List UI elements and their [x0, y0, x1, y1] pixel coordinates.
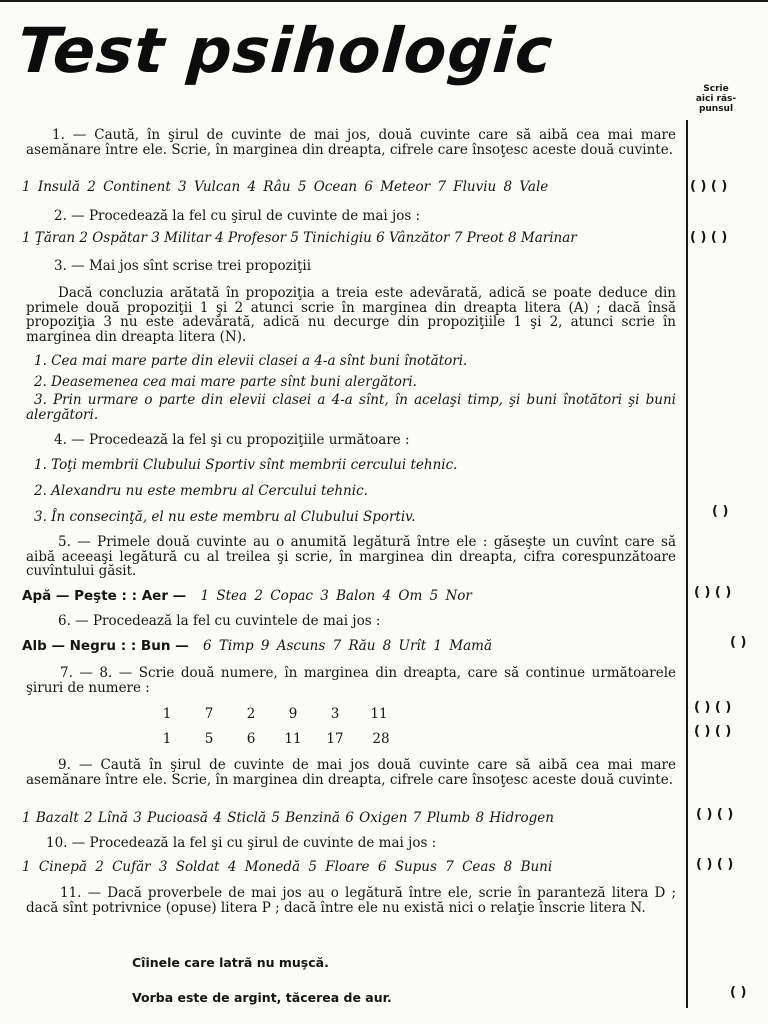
sequence-number: 5	[204, 731, 214, 747]
question-2-text: 2. — Procedează la fel cu şirul de cuvinte de mai jos :	[54, 208, 421, 224]
question-10-text: 10. — Procedează la fel şi cu şirul de cuvinte de mai jos :	[46, 835, 437, 851]
question-3-statement-2: 2. Deasemenea cea mai mare parte sînt buni alergători.	[34, 374, 417, 390]
proverb-1: Cîinele care latră nu muşcă.	[132, 955, 329, 970]
question-6-answer-slot[interactable]: ( )	[730, 635, 747, 650]
question-9-text: 9. — Caută în şirul de cuvinte de mai jos două cuvinte care să aibă cea mai mare asemănare între ele. Scrie, în marginea din dreapta, cifrele care însoţesc aceste două cuvinte.	[26, 757, 676, 788]
sequence-number: 11	[284, 731, 302, 747]
answer-column-header-line: Scrie	[703, 84, 729, 94]
question-1-text: 1. — Caută, în şirul de cuvinte de mai jos, două cuvinte care să aibă cea mai mare asemănare între ele. Scrie, în marginea din dreapta, cifrele care însoţesc aceste două cuvinte.	[26, 127, 676, 158]
proverb-2: Vorba este de argint, tăcerea de aur.	[132, 990, 392, 1005]
sequence-number: 11	[370, 706, 388, 722]
sequence-number: 9	[288, 706, 298, 722]
question-5-options: 1 Stea 2 Copac 3 Balon 4 Om 5 Nor	[200, 588, 472, 604]
top-border	[0, 0, 768, 2]
question-3-statement-1: 1. Cea mai mare parte din elevii clasei a 4-a sînt buni înotători.	[34, 353, 468, 369]
question-4-answer-slot[interactable]: ( )	[712, 504, 729, 519]
page-title: Test psihologic	[15, 14, 556, 87]
answer-column-header-line: punsul	[698, 104, 734, 114]
question-9-answer-slot[interactable]: ( ) ( )	[696, 807, 734, 822]
question-7-8-text: 7. — 8. — Scrie două numere, în marginea din dreapta, care să continue următoarele şiruri de numere :	[26, 665, 676, 696]
question-5-analogy: Apă — Peşte : : Aer —	[22, 588, 187, 604]
sequence-number: 1	[162, 706, 172, 722]
question-5-text: 5. — Primele două cuvinte au o anumită legătură între ele : găseşte un cuvînt care să aibă aceeaşi legătură cu al treilea şi scrie, în marginea din dreapta, cifra corespunzătoare cuvîntului găsit.	[26, 534, 676, 579]
sequence-number: 7	[204, 706, 214, 722]
question-10-word-list: 1 Cinepă 2 Cufăr 3 Soldat 4 Monedă 5 Floare 6 Supus 7 Ceas 8 Buni	[22, 859, 553, 875]
question-4-statement-2: 2. Alexandru nu este membru al Cercului tehnic.	[34, 483, 368, 499]
question-3-explanation: Dacă concluzia arătată în propoziţia a treia este adevărată, adică se poate deduce din primele două propoziţii 1 şi 2 atunci scrie în marginea din dreapta litera (A) ; dacă însă propoziţia 3 nu este adevărată, adică nu decurge din propoziţiile 1 şi 2, atunci scrie în marginea din dreapta litera (N).	[26, 285, 676, 345]
question-3-statement-3: 3. Prin urmare o parte din elevii clasei a 4-a sînt, în acelaşi timp, şi buni înotători şi buni alergători.	[26, 392, 676, 423]
question-6-line	[22, 639, 492, 654]
answer-column-divider	[686, 120, 688, 1008]
answer-column-header-line: aici răs-	[695, 94, 737, 104]
question-6-text: 6. — Procedează la fel cu cuvintele de mai jos :	[58, 613, 381, 629]
question-5-answer-slot[interactable]: ( ) ( )	[694, 585, 732, 600]
question-8-answer-slot[interactable]: ( ) ( )	[694, 724, 732, 739]
question-4-statement-3: 3. În consecinţă, el nu este membru al Clubului Sportiv.	[34, 509, 416, 525]
question-7-answer-slot[interactable]: ( ) ( )	[694, 700, 732, 715]
question-4-text: 4. — Procedează la fel şi cu propoziţiile următoare :	[54, 432, 410, 448]
sequence-number: 17	[326, 731, 344, 747]
question-5-line	[22, 589, 472, 604]
question-1-word-list: 1 Insulă 2 Continent 3 Vulcan 4 Râu 5 Ocean 6 Meteor 7 Fluviu 8 Vale	[22, 179, 549, 195]
question-11-answer-slot[interactable]: ( )	[730, 985, 747, 1000]
question-6-options: 6 Timp 9 Ascuns 7 Rău 8 Urît 1 Mamă	[202, 638, 493, 654]
question-4-statement-1: 1. Toţi membrii Clubului Sportiv sînt membrii cercului tehnic.	[34, 457, 458, 473]
question-3-text: 3. — Mai jos sînt scrise trei propoziţii	[54, 258, 312, 274]
question-10-answer-slot[interactable]: ( ) ( )	[696, 857, 734, 872]
question-6-analogy: Alb — Negru : : Bun —	[22, 638, 189, 654]
question-1-answer-slot[interactable]: ( ) ( )	[690, 179, 728, 194]
sequence-number: 28	[372, 731, 390, 747]
sequence-number: 6	[246, 731, 256, 747]
sequence-number: 2	[246, 706, 256, 722]
answer-column-header	[688, 84, 744, 114]
sequence-number: 1	[162, 731, 172, 747]
question-2-answer-slot[interactable]: ( ) ( )	[690, 230, 728, 245]
question-2-word-list: 1 Ţăran 2 Ospătar 3 Militar 4 Profesor 5 Tinichigiu 6 Vânzător 7 Preot 8 Marinar	[22, 230, 577, 246]
question-9-word-list: 1 Bazalt 2 Lînă 3 Pucioasă 4 Sticlă 5 Benzină 6 Oxigen 7 Plumb 8 Hidrogen	[22, 810, 554, 826]
question-11-text: 11. — Dacă proverbele de mai jos au o legătură între ele, scrie în paranteză litera D ; dacă sînt potrivnice (opuse) litera P ; dacă între ele nu există nici o relaţie înscrie litera N.	[26, 885, 676, 916]
sequence-number: 3	[330, 706, 340, 722]
